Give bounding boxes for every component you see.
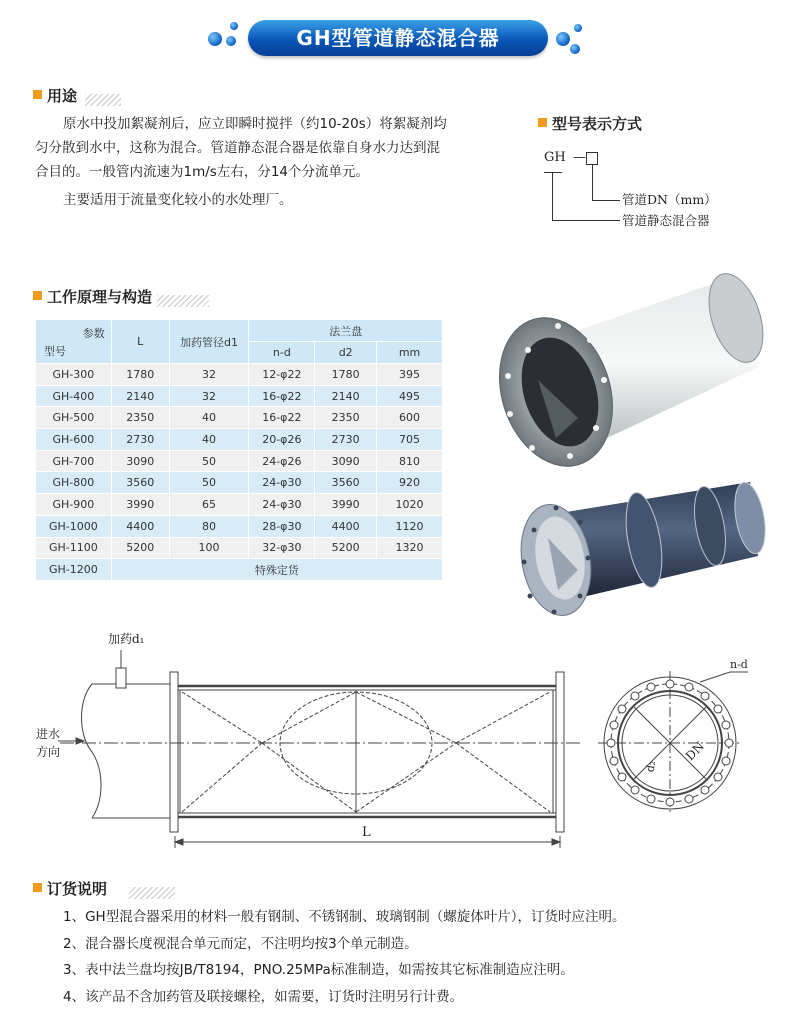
leader-line — [592, 165, 593, 200]
section-hatch — [157, 295, 209, 307]
usage-line-4: 主要适用于流量变化较小的水处理厂。 — [63, 192, 293, 208]
section-structure — [33, 287, 213, 307]
section-usage — [33, 86, 123, 106]
table-cell: 705 — [377, 429, 443, 451]
table-cell: 3990 — [315, 494, 377, 516]
page-title: GH型管道静态混合器 — [296, 26, 500, 50]
table-cell: 32 — [169, 364, 249, 386]
header-mm: mm — [377, 342, 443, 364]
table-cell: 1780 — [111, 364, 169, 386]
table-cell: 24-φ26 — [249, 450, 315, 472]
table-cell: 20-φ26 — [249, 429, 315, 451]
table-cell: 16-φ22 — [249, 407, 315, 429]
table-cell: 395 — [377, 364, 443, 386]
model-notation — [538, 150, 768, 230]
leader-line — [552, 220, 620, 221]
table-row — [36, 494, 443, 516]
section-heading: 订货说明 — [47, 880, 108, 898]
header-d2: d2 — [315, 342, 377, 364]
table-row — [36, 407, 443, 429]
section-heading: 型号表示方式 — [552, 115, 643, 133]
table-cell: 32 — [169, 385, 249, 407]
table-cell: 3560 — [315, 472, 377, 494]
usage-line-3: 合目的。一般管内流速为1m/s左右，分14个分流单元。 — [35, 164, 369, 180]
table-cell: 24-φ30 — [249, 472, 315, 494]
table-cell: 2350 — [111, 407, 169, 429]
header-L: L — [111, 320, 169, 364]
table-cell: 1320 — [377, 537, 443, 559]
table-cell: 2140 — [315, 385, 377, 407]
section-order — [33, 879, 253, 899]
section-marker — [538, 118, 547, 127]
decor-dot — [208, 32, 222, 46]
table-cell: 3090 — [315, 450, 377, 472]
usage-line-2: 匀分散到水中，这称为混合。管道静态混合器是依靠自身水力达到混 — [35, 140, 440, 156]
table-cell: GH-500 — [36, 407, 112, 429]
table-cell: GH-300 — [36, 364, 112, 386]
decor-dot — [574, 24, 582, 32]
section-model — [538, 114, 688, 134]
table-cell: 2730 — [111, 429, 169, 451]
order-note-4: 4、该产品不含加药管及联接螺栓，如需要，订货时注明另行计费。 — [63, 989, 464, 1005]
title-banner — [208, 18, 588, 60]
table-cell: 50 — [169, 450, 249, 472]
order-note-2: 2、混合器长度视混合单元而定，不注明均按3个单元制造。 — [63, 936, 418, 952]
table-cell: 12-φ22 — [249, 364, 315, 386]
model-dn-label: 管道DN（mm） — [622, 192, 717, 207]
section-marker — [33, 883, 42, 892]
table-cell: 40 — [169, 407, 249, 429]
spec-table — [35, 319, 443, 581]
table-row — [36, 385, 443, 407]
header-d1: 加药管径d1 — [169, 320, 249, 364]
table-cell: 600 — [377, 407, 443, 429]
table-cell: 40 — [169, 429, 249, 451]
label-L: L — [362, 825, 371, 840]
table-cell: GH-900 — [36, 494, 112, 516]
table-cell: 65 — [169, 494, 249, 516]
label-dosing: 加药d₁ — [108, 632, 145, 646]
table-cell: GH-700 — [36, 450, 112, 472]
label-DN: DN — [682, 739, 707, 764]
section-heading: 用途 — [47, 87, 78, 105]
table-cell: GH-600 — [36, 429, 112, 451]
label-d2: d₂ — [643, 759, 659, 774]
table-cell: 920 — [377, 472, 443, 494]
table-cell: 2730 — [315, 429, 377, 451]
table-cell: GH-1200 — [36, 559, 112, 581]
label-inlet-1: 进水 — [36, 727, 61, 741]
table-cell-special: 特殊定货 — [111, 559, 442, 581]
table-cell: 5200 — [111, 537, 169, 559]
table-row — [36, 515, 443, 537]
table-cell: 1120 — [377, 515, 443, 537]
table-cell: 50 — [169, 472, 249, 494]
table-cell: GH-400 — [36, 385, 112, 407]
table-header-row — [36, 320, 443, 342]
decor-dot — [556, 32, 570, 46]
table-row — [36, 429, 443, 451]
header-model: 型号 — [44, 345, 66, 358]
table-cell: 4400 — [111, 515, 169, 537]
table-row — [36, 450, 443, 472]
section-hatch — [85, 94, 121, 106]
decor-dot — [226, 36, 236, 46]
decor-dot — [570, 44, 580, 54]
table-cell: GH-1100 — [36, 537, 112, 559]
order-note-1: 1、GH型混合器采用的材料一般有钢制、不锈钢制、玻璃钢制（螺旋体叶片），订货时应注明。 — [63, 909, 626, 925]
table-cell: 3560 — [111, 472, 169, 494]
table-cell: 28-φ30 — [249, 515, 315, 537]
section-marker — [33, 90, 42, 99]
table-row — [36, 537, 443, 559]
table-cell: 16-φ22 — [249, 385, 315, 407]
table-cell: 100 — [169, 537, 249, 559]
leader-line — [544, 172, 562, 173]
table-cell: 5200 — [315, 537, 377, 559]
header-diag-cell — [36, 320, 112, 364]
table-row — [36, 559, 443, 581]
table-cell: 80 — [169, 515, 249, 537]
table-row — [36, 472, 443, 494]
table-cell: GH-800 — [36, 472, 112, 494]
leader-line — [592, 200, 620, 201]
table-cell: 1020 — [377, 494, 443, 516]
header-nd: n-d — [249, 342, 315, 364]
product-photo-white-pipe — [498, 268, 773, 468]
decor-dot — [230, 22, 238, 30]
table-cell: 810 — [377, 450, 443, 472]
order-note-3: 3、表中法兰盘均按JB/T8194，PNO.25MPa标准制造，如需按其它标准制造应注明。 — [63, 962, 574, 978]
product-photo-steel-mixer — [514, 478, 776, 618]
section-marker — [33, 291, 42, 300]
table-cell: 2350 — [315, 407, 377, 429]
usage-line-1: 原水中投加絮凝剂后，应立即瞬时搅拌（约10-20s）将絮凝剂均 — [63, 116, 447, 132]
table-cell: 495 — [377, 385, 443, 407]
table-cell: 3090 — [111, 450, 169, 472]
table-cell: GH-1000 — [36, 515, 112, 537]
table-cell: 4400 — [315, 515, 377, 537]
label-nd: n-d — [730, 658, 748, 671]
leader-line — [552, 172, 553, 220]
header-param: 参数 — [82, 327, 105, 340]
model-dash: — — [573, 150, 586, 165]
header-flange: 法兰盘 — [249, 320, 443, 342]
section-heading: 工作原理与构造 — [47, 288, 153, 306]
table-row — [36, 364, 443, 386]
table-cell: 1780 — [315, 364, 377, 386]
section-hatch — [129, 887, 175, 899]
technical-drawing — [0, 620, 795, 850]
table-cell: 24-φ30 — [249, 494, 315, 516]
table-cell: 2140 — [111, 385, 169, 407]
label-inlet-2: 方向 — [36, 745, 61, 759]
table-cell: 3990 — [111, 494, 169, 516]
model-name-label: 管道静态混合器 — [622, 213, 710, 228]
table-cell: 32-φ30 — [249, 537, 315, 559]
model-prefix: GH — [544, 150, 566, 165]
model-placeholder-box — [586, 152, 598, 165]
